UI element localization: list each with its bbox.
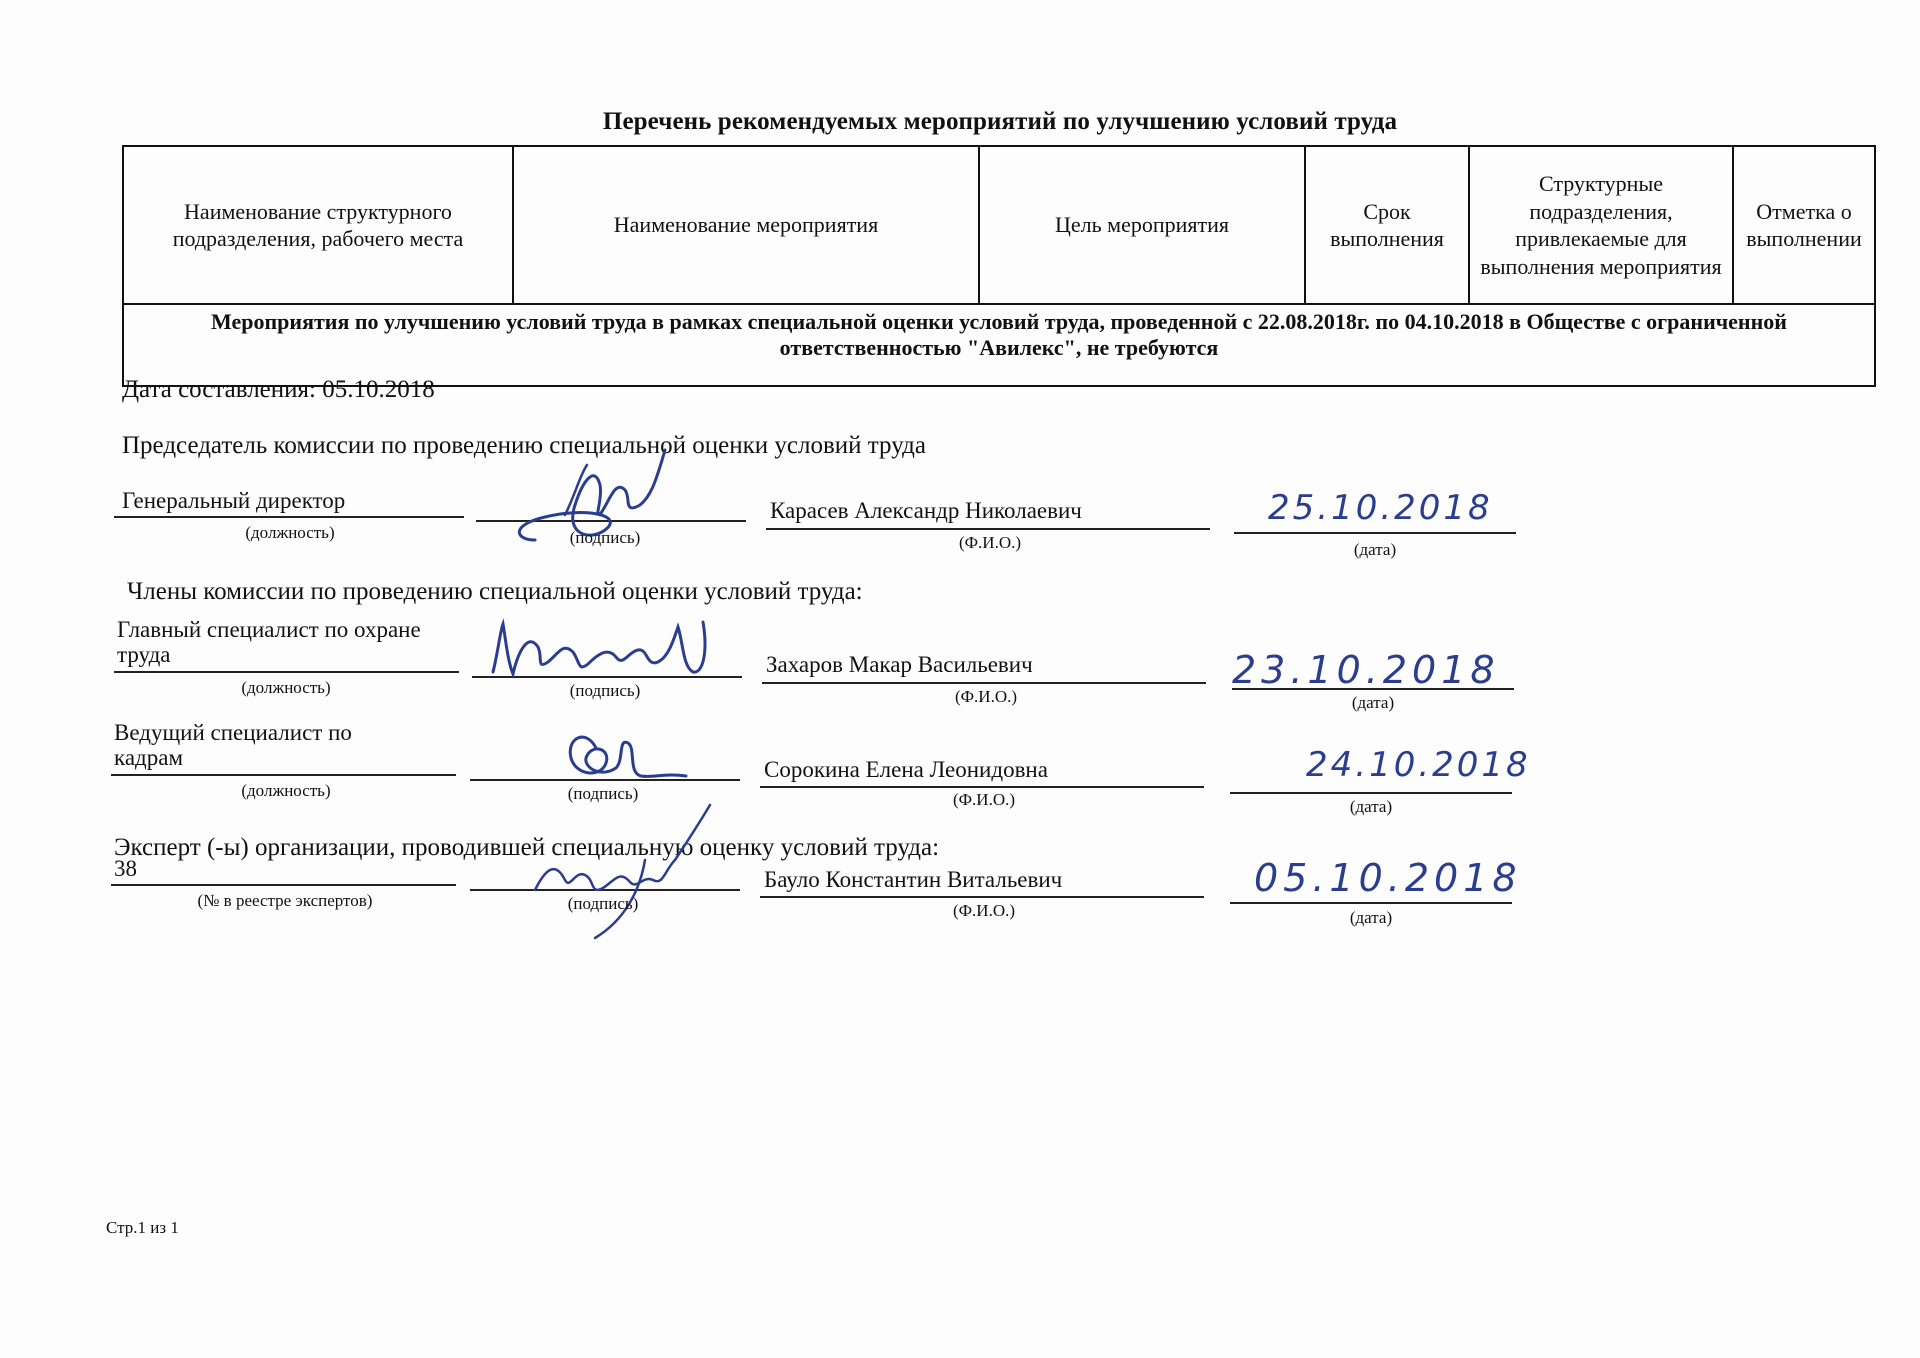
position-caption: (должность) bbox=[245, 523, 335, 542]
fio-caption: (Ф.И.О.) bbox=[954, 687, 1018, 706]
date-caption: (дата) bbox=[1349, 908, 1393, 927]
chair-name: Карасев Александр Николаевич bbox=[770, 498, 1082, 523]
expert-registry-number: 38 bbox=[114, 856, 137, 881]
signature-caption: (подпись) bbox=[567, 894, 639, 913]
header-measure-goal: Цель мероприятия bbox=[979, 146, 1305, 304]
member-1-date: 23.10.2018 bbox=[1232, 648, 1500, 692]
fio-line bbox=[762, 682, 1206, 684]
signature-caption: (подпись) bbox=[567, 784, 639, 803]
expert-heading: Эксперт (-ы) организации, проводившей специальную оценку условий труда: bbox=[114, 834, 940, 861]
fio-caption: (Ф.И.О.) bbox=[952, 790, 1016, 809]
header-measure-name: Наименование мероприятия bbox=[513, 146, 979, 304]
date-line bbox=[1230, 902, 1512, 904]
date-caption: (дата) bbox=[1349, 797, 1393, 816]
position-line bbox=[111, 774, 456, 776]
signature-caption: (подпись) bbox=[569, 681, 641, 700]
fio-line bbox=[760, 786, 1204, 788]
fio-caption: (Ф.И.О.) bbox=[952, 901, 1016, 920]
header-completion-mark: Отметка о выполнении bbox=[1733, 146, 1875, 304]
section-row-text: Мероприятия по улучшению условий труда в рамках специальной оценки условий труда, проведенной с 22.08.2018г. по 04.10.2018 в Обществе с ограниченной ответственностью "Авилекс", не требуются bbox=[123, 304, 1875, 386]
position-caption: (должность) bbox=[241, 781, 331, 800]
expert-name: Бауло Константин Витальевич bbox=[764, 867, 1063, 892]
date-caption: (дата) bbox=[1351, 693, 1395, 712]
signature-caption: (подпись) bbox=[569, 528, 641, 547]
registry-caption: (№ в реестре экспертов) bbox=[197, 891, 373, 910]
chair-heading: Председатель комиссии по проведению специальной оценки условий труда bbox=[122, 432, 926, 459]
page-counter: Стр.1 из 1 bbox=[106, 1218, 179, 1237]
date-line bbox=[1234, 532, 1516, 534]
member-2-date: 24.10.2018 bbox=[1306, 745, 1531, 785]
compilation-date: Дата составления: 05.10.2018 bbox=[122, 376, 435, 403]
member-2-position-line-2: кадрам bbox=[114, 745, 183, 770]
chair-position: Генеральный директор bbox=[122, 488, 346, 513]
document-title: Перечень рекомендуемых мероприятий по улучшению условий труда bbox=[602, 108, 1398, 135]
header-subdivision: Наименование структурного подразделения, рабочего места bbox=[123, 146, 513, 304]
position-line bbox=[114, 671, 459, 673]
fio-line bbox=[760, 896, 1204, 898]
table-header-row bbox=[123, 146, 1875, 304]
member-2-signature bbox=[556, 718, 696, 788]
fio-line bbox=[766, 528, 1210, 530]
header-deadline: Срок выполнения bbox=[1305, 146, 1469, 304]
member-2-position-line-1: Ведущий специалист по bbox=[114, 720, 352, 745]
table-row bbox=[123, 304, 1875, 386]
header-involved-units: Структурные подразделения, привлекаемые для выполнения мероприятия bbox=[1469, 146, 1733, 304]
member-1-position-line-1: Главный специалист по охране bbox=[117, 617, 421, 642]
fio-caption: (Ф.И.О.) bbox=[958, 533, 1022, 552]
date-caption: (дата) bbox=[1353, 540, 1397, 559]
registry-line bbox=[111, 884, 456, 886]
position-caption: (должность) bbox=[241, 678, 331, 697]
member-1-signature bbox=[488, 612, 718, 687]
chair-date: 25.10.2018 bbox=[1268, 488, 1493, 528]
position-line bbox=[114, 516, 464, 518]
expert-signature bbox=[525, 800, 735, 940]
member-1-position-line-2: труда bbox=[117, 642, 171, 667]
members-heading: Члены комиссии по проведению специальной оценки условий труда: bbox=[127, 578, 863, 605]
expert-date: 05.10.2018 bbox=[1254, 856, 1522, 900]
member-2-name: Сорокина Елена Леонидовна bbox=[764, 757, 1048, 782]
measures-table bbox=[122, 145, 1876, 387]
date-line bbox=[1230, 792, 1512, 794]
date-line bbox=[1232, 688, 1514, 690]
member-1-name: Захаров Макар Васильевич bbox=[766, 652, 1033, 677]
